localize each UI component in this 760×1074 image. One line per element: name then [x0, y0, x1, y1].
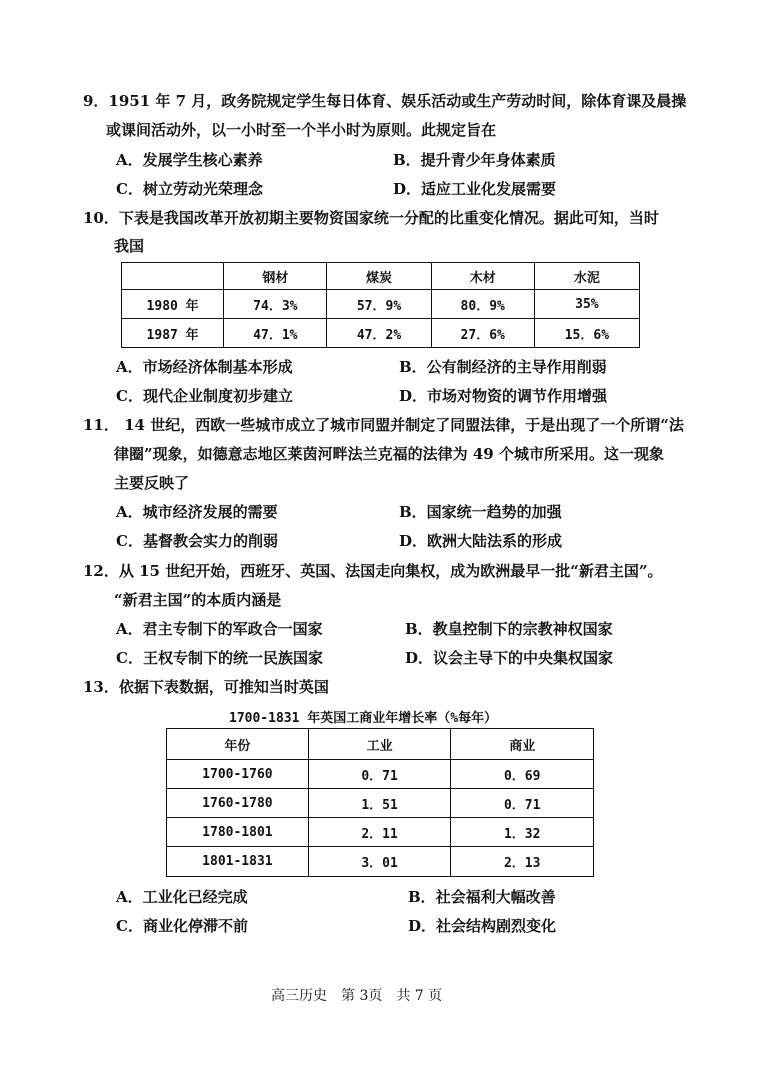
table-cell: 0．71 — [308, 760, 451, 789]
table-cell: 1987 年 — [122, 319, 224, 348]
q10-table — [121, 262, 640, 348]
table-header-cell: 水泥 — [534, 263, 639, 290]
table-header-cell: 煤炭 — [327, 263, 431, 290]
q10-option-a: A．市场经济体制基本形成 — [116, 358, 293, 376]
q11-stem-line3: 主要反映了 — [114, 474, 190, 492]
table-cell: 47．2% — [327, 319, 431, 348]
table-cell: 0．69 — [451, 760, 594, 789]
q13-option-b: B．社会福利大幅改善 — [408, 888, 556, 906]
q11-stem-line2: 律圈”现象，如德意志地区莱茵河畔法兰克福的法律为 49 个城市所采用。这一现象 — [114, 445, 664, 463]
table-header-cell: 钢材 — [224, 263, 327, 290]
table-cell: 15．6% — [534, 319, 639, 348]
table-cell: 1．32 — [451, 818, 594, 847]
table-header-cell: 工业 — [308, 729, 451, 760]
q11-stem-line1: 11． 14 世纪，西欧一些城市成立了城市同盟并制定了同盟法律，于是出现了一个所谓“法 — [83, 416, 684, 434]
table-cell: 47．1% — [224, 319, 327, 348]
table-cell: 27．6% — [431, 319, 534, 348]
q11-option-b: B．国家统一趋势的加强 — [399, 503, 562, 521]
table-cell: 2．13 — [451, 847, 594, 877]
q13-option-c: C．商业化停滞不前 — [116, 917, 248, 935]
table-row — [167, 760, 594, 789]
q9-stem-line2: 或课间活动外，以一小时至一个半小时为原则。此规定旨在 — [106, 121, 497, 139]
table-row — [122, 319, 640, 348]
table-header-cell — [122, 263, 224, 290]
table-row — [122, 290, 640, 319]
q10-stem-line2: 我国 — [114, 237, 145, 255]
q13-option-a: A．工业化已经完成 — [116, 888, 248, 906]
q10-option-c: C．现代企业制度初步建立 — [116, 387, 293, 405]
q10-option-d: D．市场对物资的调节作用增强 — [399, 387, 608, 405]
page-footer: 高三历史 第 3页 共 7 页 — [271, 988, 443, 1004]
table-row — [167, 847, 594, 877]
q12-stem-line1: 12．从 15 世纪开始，西班牙、英国、法国走向集权，成为欧洲最早一批“新君主国”。 — [83, 562, 663, 580]
q9-option-b: B．提升青少年身体素质 — [393, 151, 556, 169]
q13-table — [166, 728, 594, 877]
table-cell: 1780-1801 — [167, 818, 309, 847]
q10-option-b: B．公有制经济的主导作用削弱 — [399, 358, 607, 376]
table-cell: 74．3% — [224, 290, 327, 319]
table-cell: 1980 年 — [122, 290, 224, 319]
q12-option-c: C．王权专制下的统一民族国家 — [116, 649, 323, 667]
q12-option-d: D．议会主导下的中央集权国家 — [405, 649, 614, 667]
q9-option-d: D．适应工业化发展需要 — [393, 180, 557, 198]
table-cell: 0．71 — [451, 789, 594, 818]
table-cell: 35% — [534, 290, 639, 319]
table-cell: 1801-1831 — [167, 847, 309, 877]
q11-option-d: D．欧洲大陆法系的形成 — [399, 532, 563, 550]
table-cell: 2．11 — [308, 818, 451, 847]
table-row — [167, 789, 594, 818]
table-cell: 57．9% — [327, 290, 431, 319]
q9-option-a: A．发展学生核心素养 — [116, 151, 263, 169]
q9-stem-line1: 9．1951 年 7 月，政务院规定学生每日体育、娱乐活动或生产劳动时间，除体育课及晨操 — [83, 92, 687, 110]
table-cell: 1760-1780 — [167, 789, 309, 818]
q12-option-b: B．教皇控制下的宗教神权国家 — [405, 620, 613, 638]
table-cell: 1700-1760 — [167, 760, 309, 789]
q13-option-d: D．社会结构剧烈变化 — [408, 917, 557, 935]
q11-option-c: C．基督教会实力的削弱 — [116, 532, 278, 550]
table-row — [167, 818, 594, 847]
table-header-cell: 年份 — [167, 729, 309, 760]
q13-table-caption: 1700-1831 年英国工商业年增长率（%每年） — [229, 711, 498, 726]
table-cell: 80．9% — [431, 290, 534, 319]
table-cell: 3．01 — [308, 847, 451, 877]
table-header-row — [122, 263, 640, 290]
q9-option-c: C．树立劳动光荣理念 — [116, 180, 263, 198]
table-header-row — [167, 729, 594, 760]
q13-stem-line1: 13．依据下表数据，可推知当时英国 — [83, 678, 329, 696]
q11-option-a: A．城市经济发展的需要 — [116, 503, 278, 521]
q10-stem-line1: 10．下表是我国改革开放初期主要物资国家统一分配的比重变化情况。据此可知，当时 — [83, 209, 659, 227]
q12-option-a: A．君主专制下的军政合一国家 — [116, 620, 323, 638]
table-cell: 1．51 — [308, 789, 451, 818]
table-header-cell: 木材 — [431, 263, 534, 290]
q12-stem-line2: “新君主国”的本质内涵是 — [114, 591, 282, 609]
table-header-cell: 商业 — [451, 729, 594, 760]
